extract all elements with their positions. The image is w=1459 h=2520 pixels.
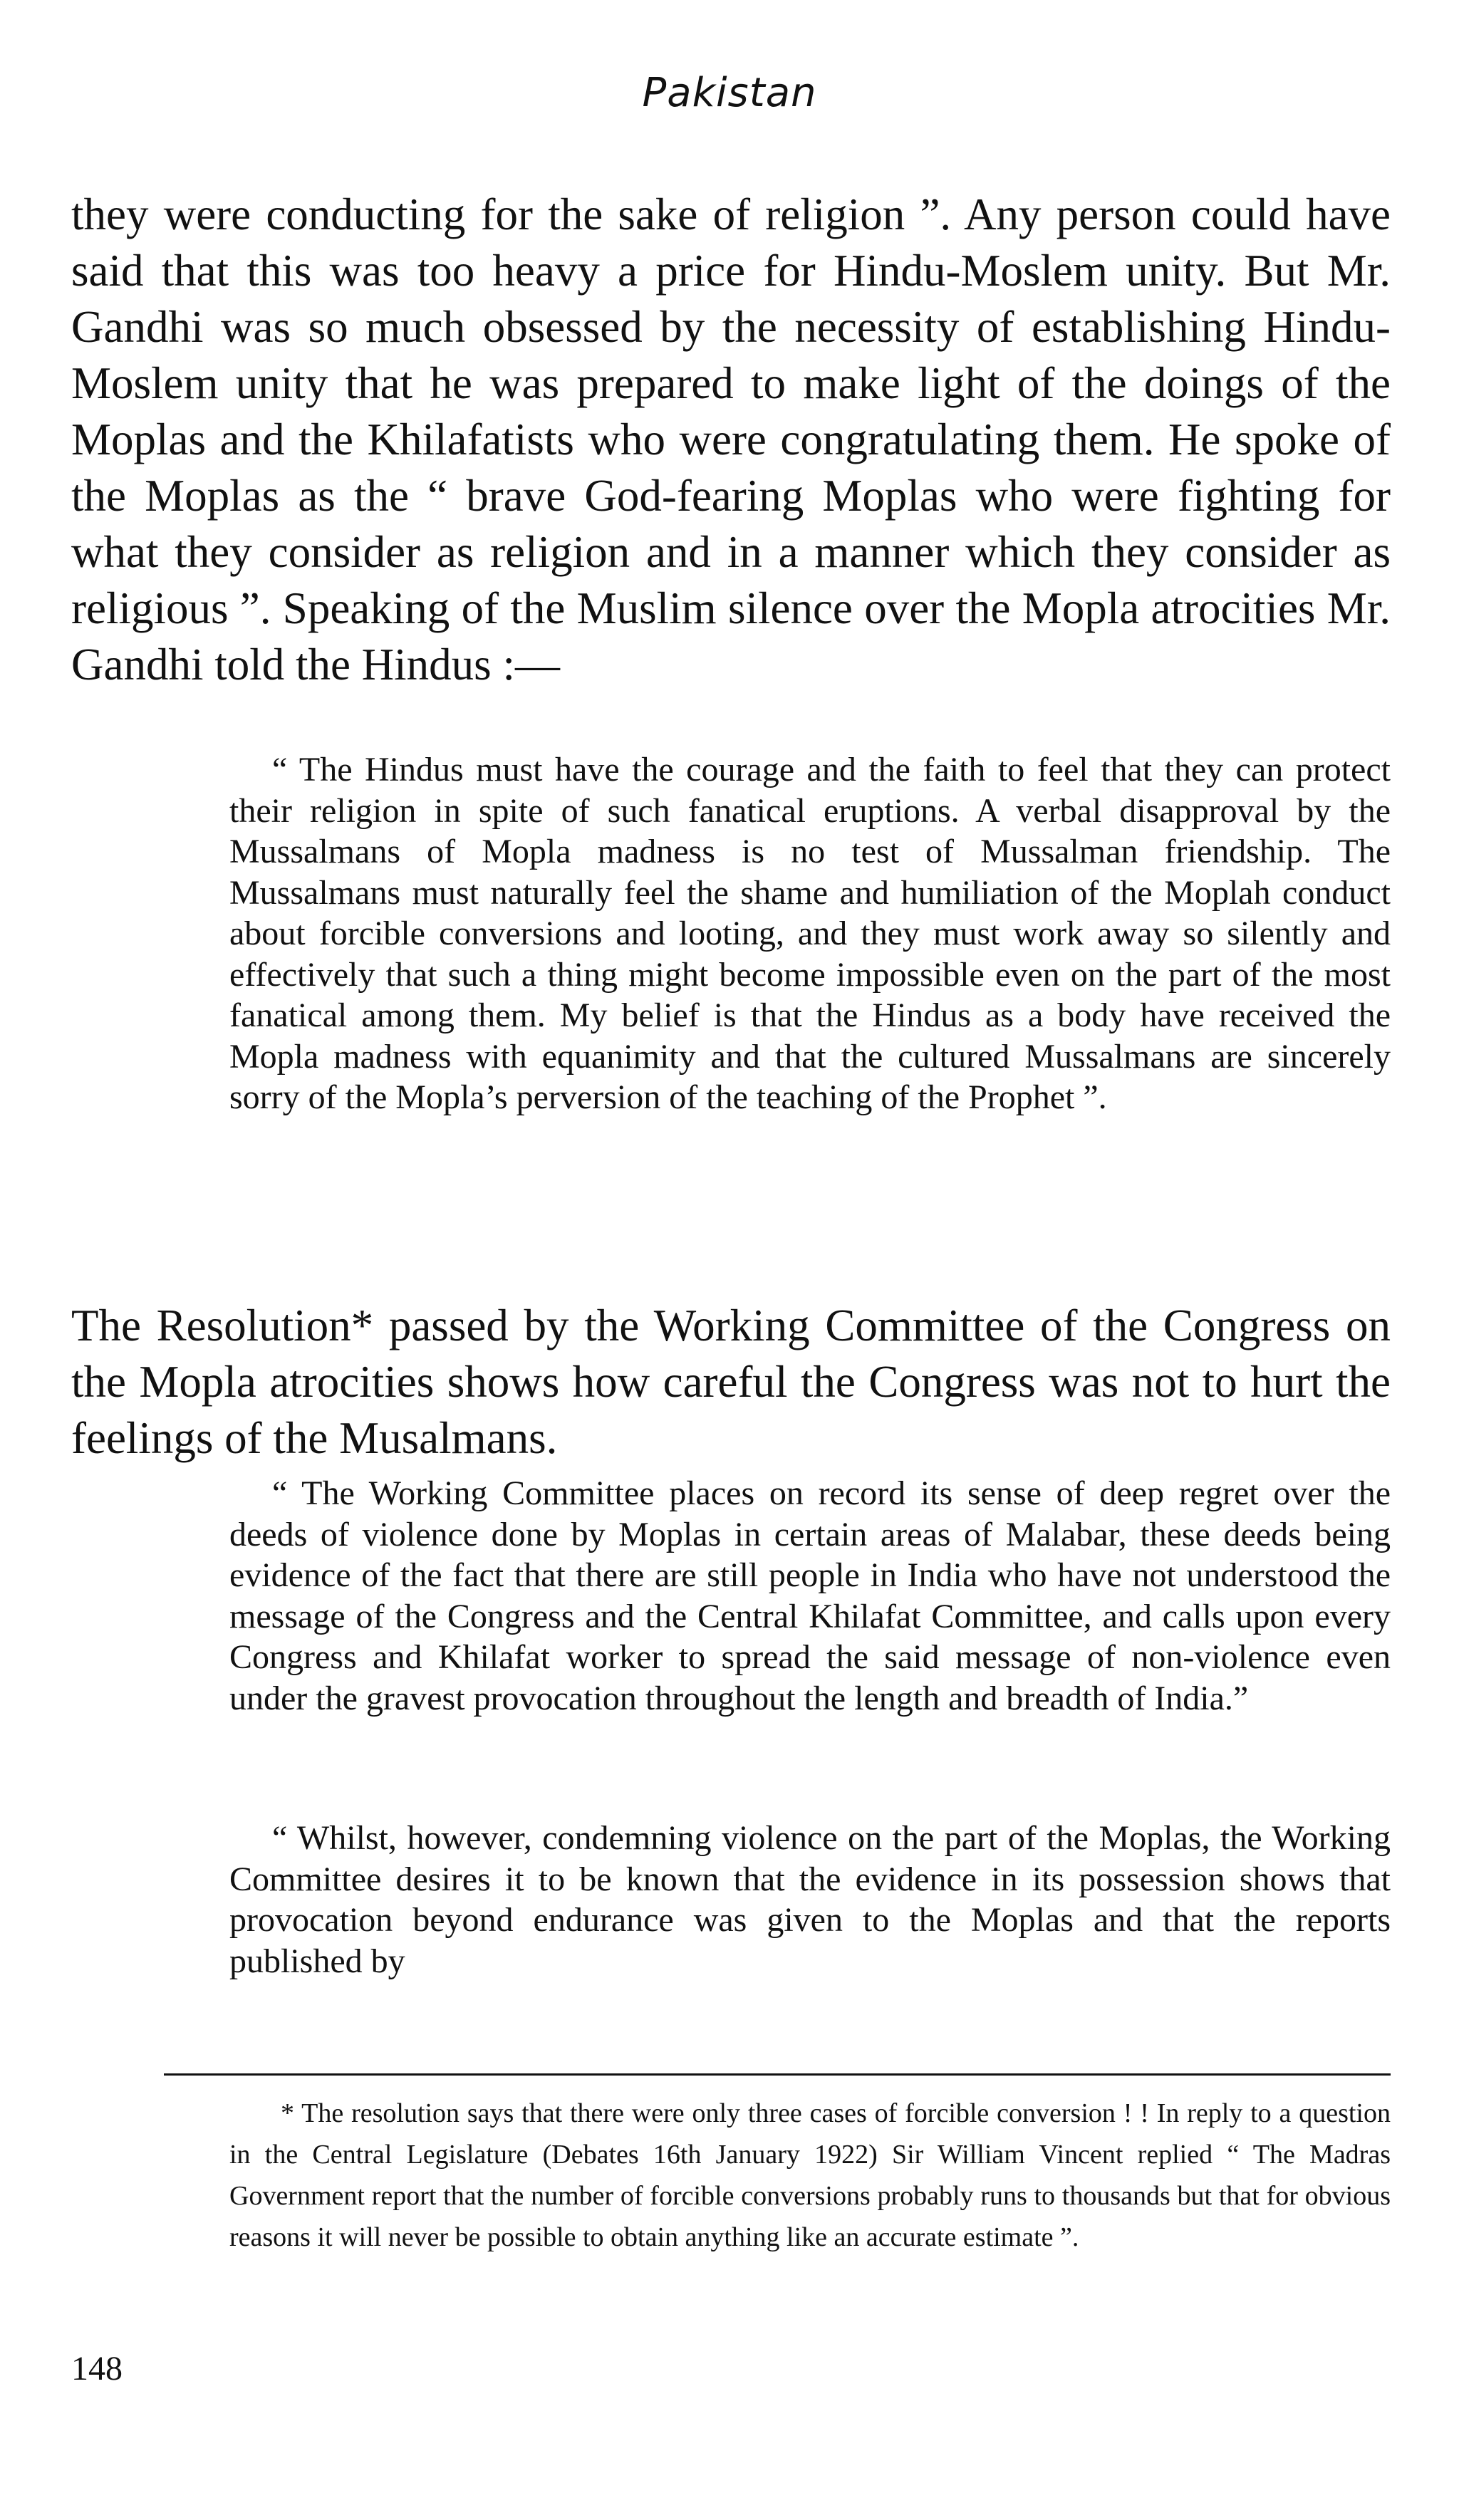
gandhi-quote: “ The Hindus must have the courage and the faith to feel that they can protect their religion in spite of such fanatical eruptions. A verbal disapproval by the Mussalmans of Mopla madness is no test of Mussalman friendship. The Mussalmans must naturally feel the shame and humiliation of the Moplah conduct about forcible conversions and looting, and they must work away so silently and effectively that such a thing might become impossible even on the part of the most fanatical among them. My belief is that the Hindus as a body have received the Mopla madness with equanimity and that the cultured Mussalmans are sincerely sorry of the Mopla’s perversion of the teaching of the Prophet ”. — [229, 751, 1391, 1116]
body-paragraph-2: The Resolution* passed by the Working Committee of the Congress on the Mopla atrocities shows how careful the Congress was not to hurt the feelings of the Musalmans. — [71, 1301, 1391, 1463]
footnote: * The resolution says that there were only three cases of forcible conversion ! ! In reply to a question in the Central Legislature (Debates 16th January 1922) Sir William Vincent replied “ The Madras Government report that the number of forcible conversions probably runs to thousands but that for obvious reasons it will never be possible to obtain anything like an accurate estimate ”. — [229, 2098, 1391, 2252]
running-title: Pakistan — [642, 70, 817, 116]
resolution-quote-1: “ The Working Committee places on record its sense of deep regret over the deeds of violence done by Moplas in certain areas of Malabar, these deeds being evidence of the fact that there are still people in India who have not understood the message of the Congress and the Central Khilafat Committee, and calls upon every Congress and Khilafat worker to spread the said message of non-violence even under the gravest provocation throughout the length and breadth of India.” — [229, 1474, 1391, 1717]
body-paragraph-1: they were conducting for the sake of religion ”. Any person could have said that this was too heavy a price for Hindu-Moslem unity. But Mr. Gandhi was so much obsessed by the necessity of establishing Hindu-Moslem unity that he was prepared to make light of the doings of the Moplas and the Khilafatists who were congratulating them. He spoke of the Moplas as the “ brave God-fearing Moplas who were fighting for what they consider as religion and in a manner which they consider as religious ”. Speaking of the Muslim silence over the Mopla atrocities Mr. Gandhi told the Hindus :— — [71, 189, 1391, 689]
page-number: 148 — [71, 2350, 123, 2388]
footnote-divider — [164, 2073, 1391, 2076]
resolution-quote-2: “ Whilst, however, condemning violence on the part of the Moplas, the Working Committee desires it to be known that the evidence in its possession shows that provocation beyond endurance was given to the Moplas and that the reports published by — [229, 1819, 1391, 1980]
